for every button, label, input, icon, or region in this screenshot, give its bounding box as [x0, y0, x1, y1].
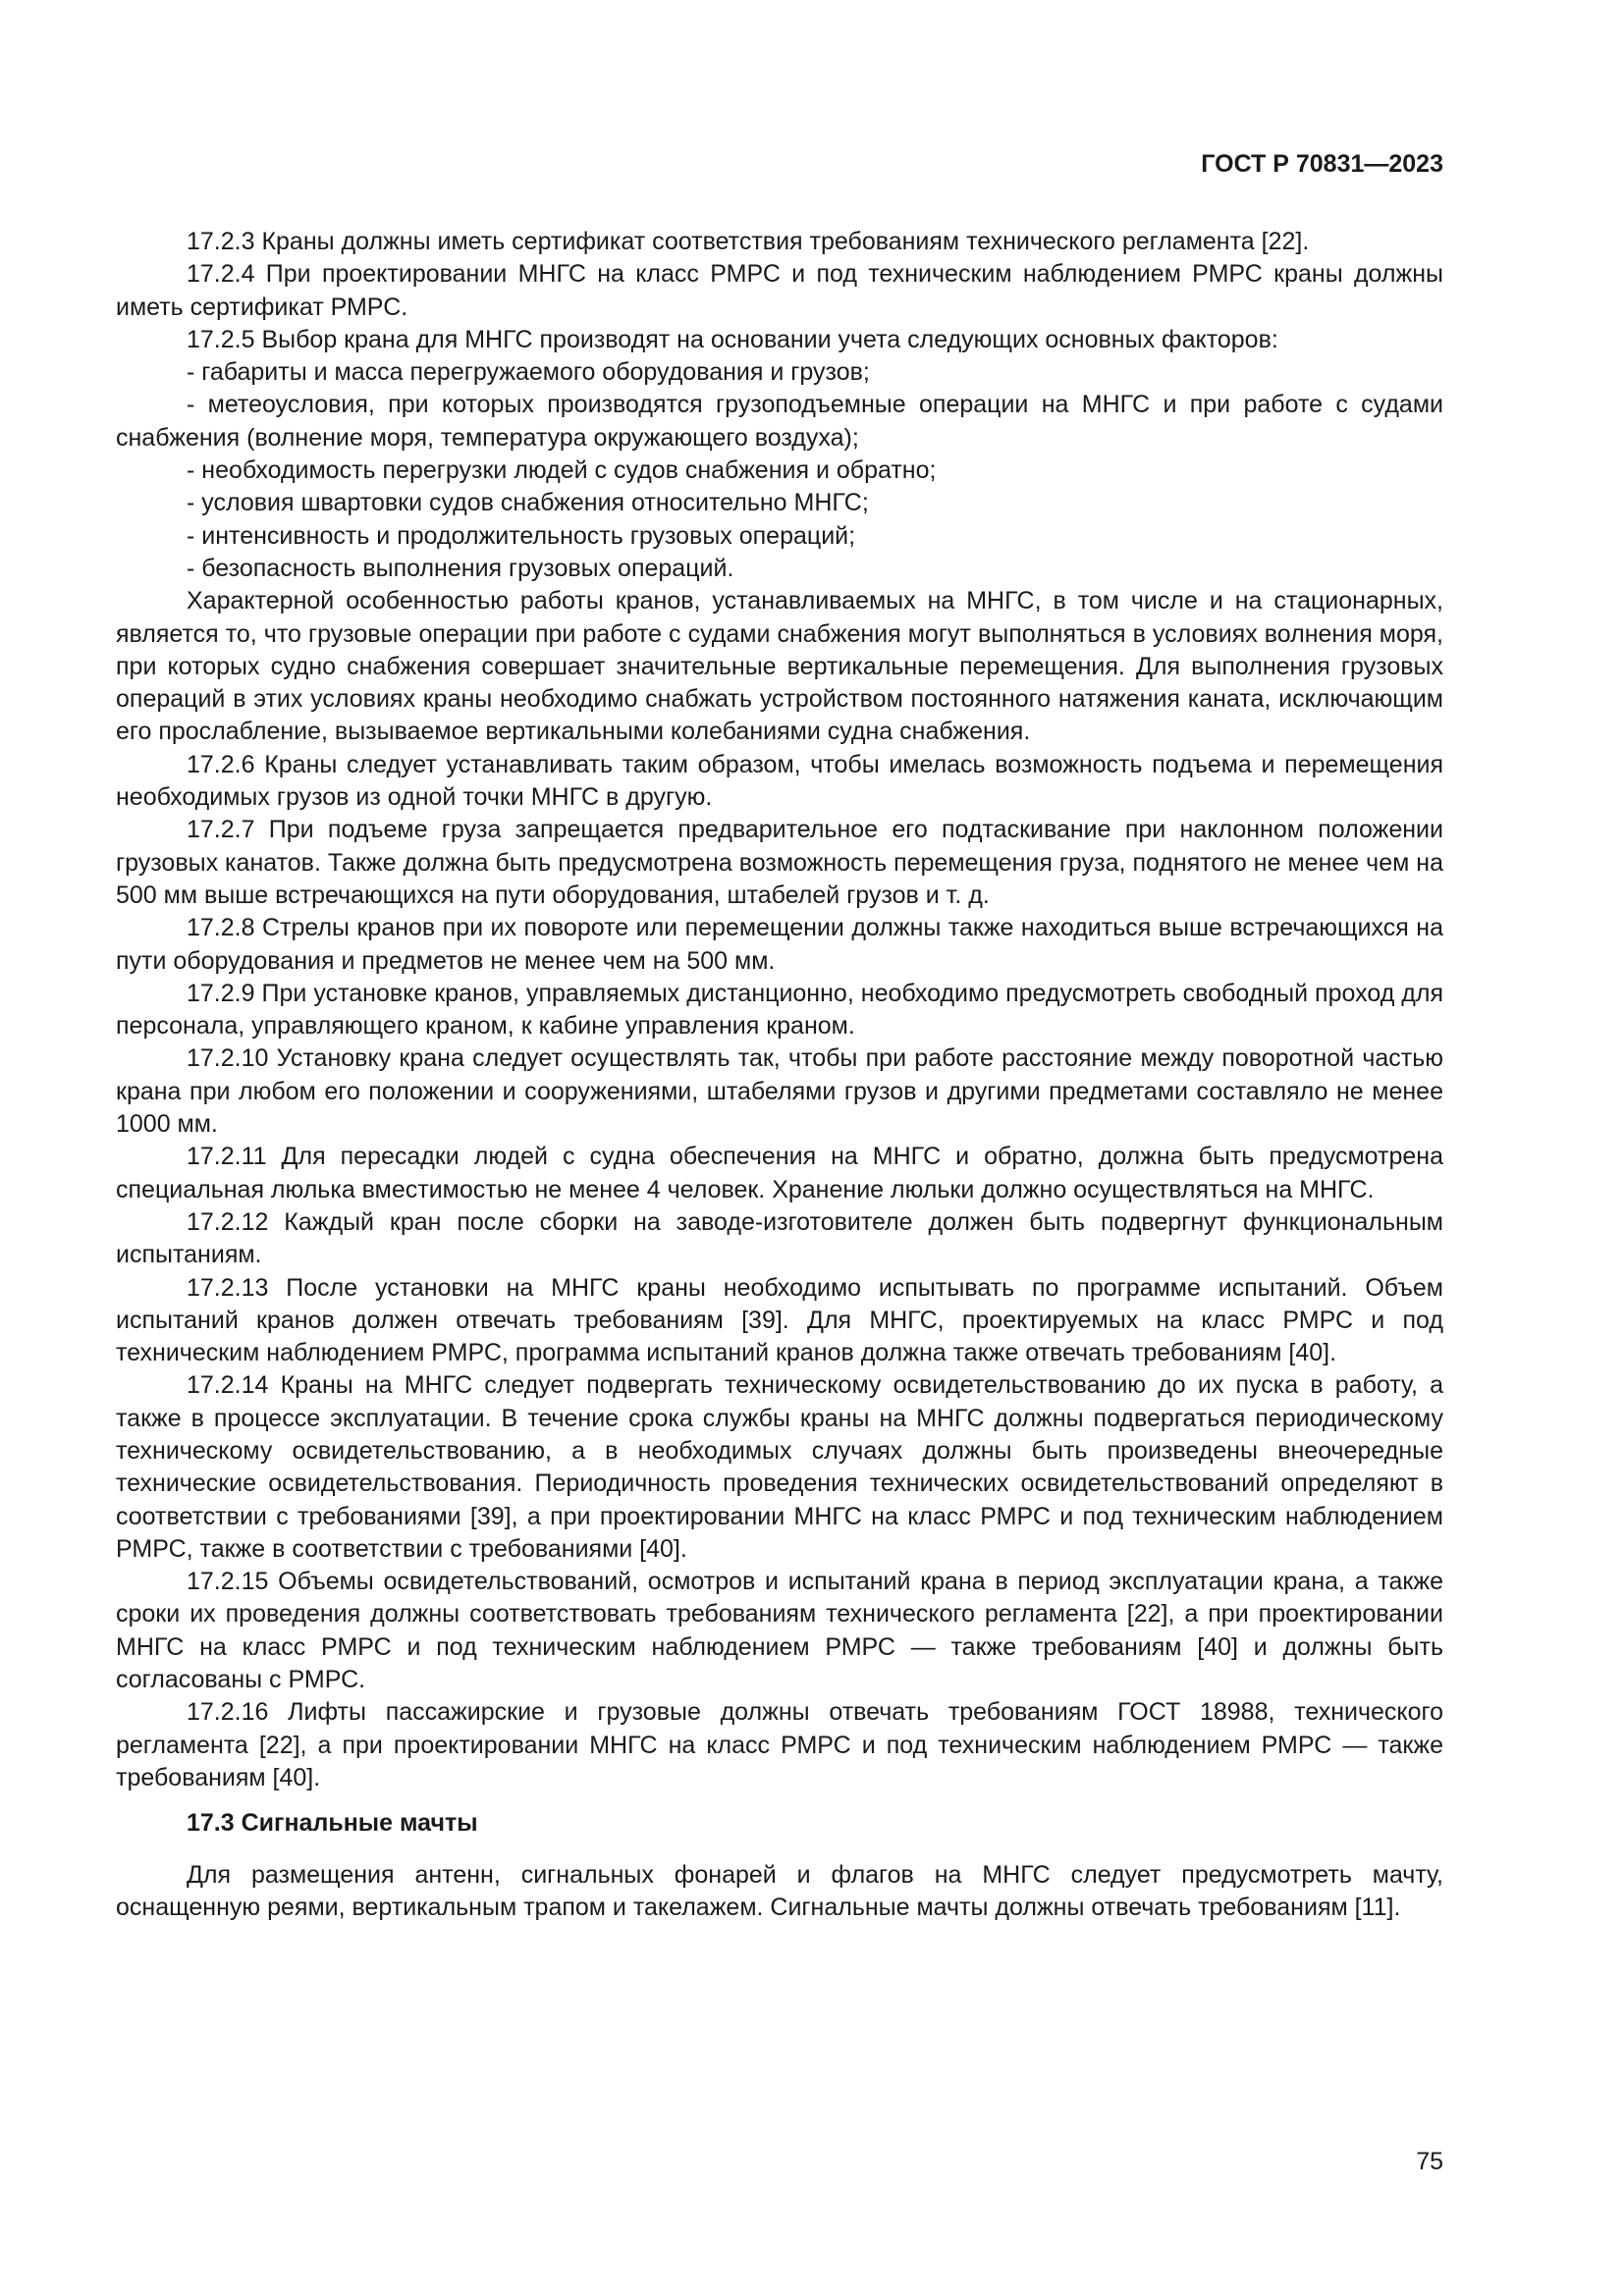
- document-page: [116, 0, 1443, 2296]
- document-code-header: ГОСТ Р 70831—2023: [1201, 150, 1443, 178]
- section-heading-17-3: 17.3 Сигнальные мачты: [187, 1809, 478, 1838]
- paragraph-17-2-4: 17.2.4 При проектировании МНГС на класс РМРС и под техническим наблюдением РМРС краны должны иметь сертификат РМРС.: [116, 260, 1443, 321]
- paragraph-17-2-13: 17.2.13 После установки на МНГС краны необходимо испытывать по программе испытаний. Объем испытаний кранов должен отвечать требованиям [39]. Для МНГС, проектируемых на класс РМРС и под техническим наблюдением РМРС, программа испытаний кранов должна также отвечать требованиям [40].: [116, 1273, 1443, 1367]
- list-item: - безопасность выполнения грузовых операций.: [187, 554, 734, 582]
- document-body: [116, 226, 1443, 1924]
- list-item: - метеоусловия, при которых производятся грузоподъемные операции на МНГС и при работе с судами снабжения (волнение моря, температура окружающего воздуха);: [116, 391, 1443, 452]
- paragraph-17-2-8: 17.2.8 Стрелы кранов при их повороте или перемещении должны также находиться выше встречающихся на пути оборудования и предметов не менее чем на 500 мм.: [116, 914, 1443, 975]
- list-item: - необходимость перегрузки людей с судов снабжения и обратно;: [187, 456, 937, 485]
- paragraph-17-2-16: 17.2.16 Лифты пассажирские и грузовые должны отвечать требованиям ГОСТ 18988, технического регламента [22], а при проектировании МНГС на класс РМРС и под техническим наблюдением РМРС — также требованиям [40].: [116, 1698, 1443, 1791]
- list-item: - габариты и масса перегружаемого оборудования и грузов;: [187, 358, 870, 387]
- paragraph-17-2-7: 17.2.7 При подъеме груза запрещается предварительное его подтаскивание при наклонном положении грузовых канатов. Также должна быть предусмотрена возможность перемещения груза, поднятого не менее чем на 500 мм выше встречающихся на пути оборудования, штабелей грузов и т. д.: [116, 816, 1443, 909]
- paragraph-17-2-15: 17.2.15 Объемы освидетельствований, осмотров и испытаний крана в период эксплуатации крана, а также сроки их проведения должны соответствовать требованиям технического регламента [22], а при проектировании МНГС на класс РМРС и под техническим наблюдением РМРС — также требованиям [40] и должны быть согласованы с РМРС.: [116, 1568, 1443, 1694]
- paragraph-crane-feature: Характерной особенностью работы кранов, устанавливаемых на МНГС, в том числе и на стационарных, является то, что грузовые операции при работе с судами снабжения могут выполняться в условиях волнения моря, при которых судно снабжения совершает значительные вертикальные перемещения. Для выполнения грузовых операций в этих условиях краны необходимо снабжать устройством постоянного натяжения каната, исключающим его прослабление, вызываемое вертикальными колебаниями судна снабжения.: [116, 587, 1443, 746]
- paragraph-17-2-11: 17.2.11 Для пересадки людей с судна обеспечения на МНГС и обратно, должна быть предусмотрена специальная люлька вместимостью не менее 4 человек. Хранение люльки должно осуществляться на МНГС.: [116, 1143, 1443, 1203]
- list-item: - условия швартовки судов снабжения относительно МНГС;: [187, 489, 869, 517]
- paragraph-17-2-5: 17.2.5 Выбор крана для МНГС производят на основании учета следующих основных факторов:: [187, 325, 1278, 353]
- paragraph-17-3-1: Для размещения антенн, сигнальных фонарей и флагов на МНГС следует предусмотреть мачту, оснащенную реями, вертикальным трапом и такелажем. Сигнальные мачты должны отвечать требованиям [11].: [116, 1860, 1443, 1921]
- paragraph-17-2-9: 17.2.9 При установке кранов, управляемых дистанционно, необходимо предусмотреть свободный проход для персонала, управляющего краном, к кабине управления краном.: [116, 979, 1443, 1041]
- paragraph-17-2-12: 17.2.12 Каждый кран после сборки на заводе-изготовителе должен быть подвергнут функциональным испытаниям.: [116, 1207, 1443, 1269]
- page-number: 75: [1416, 2148, 1443, 2175]
- list-item: - интенсивность и продолжительность грузовых операций;: [187, 521, 856, 550]
- paragraph-17-2-6: 17.2.6 Краны следует устанавливать таким образом, чтобы имелась возможность подъема и перемещения необходимых грузов из одной точки МНГС в другую.: [116, 750, 1443, 812]
- paragraph-17-2-10: 17.2.10 Установку крана следует осуществлять так, чтобы при работе расстояние между поворотной частью крана при любом его положении и сооружениями, штабелями грузов и другими предметами составляло не менее 1000 мм.: [116, 1044, 1443, 1139]
- paragraph-17-2-14: 17.2.14 Краны на МНГС следует подвергать техническому освидетельствованию до их пуска в работу, а также в процессе эксплуатации. В течение срока службы краны на МНГС должны подвергаться периодическому техническому освидетельствованию, а в необходимых случаях должны быть произведены внеочередные технические освидетельствования. Периодичность проведения технических освидетельствований определяют в соответствии с требованиями [39], а при проектировании МНГС на класс РМРС и под техническим наблюдением РМРС, также в соответствии с требованиями [40].: [116, 1371, 1443, 1563]
- paragraph-17-2-3: 17.2.3 Краны должны иметь сертификат соответствия требованиям технического регламента [22].: [187, 228, 1310, 255]
